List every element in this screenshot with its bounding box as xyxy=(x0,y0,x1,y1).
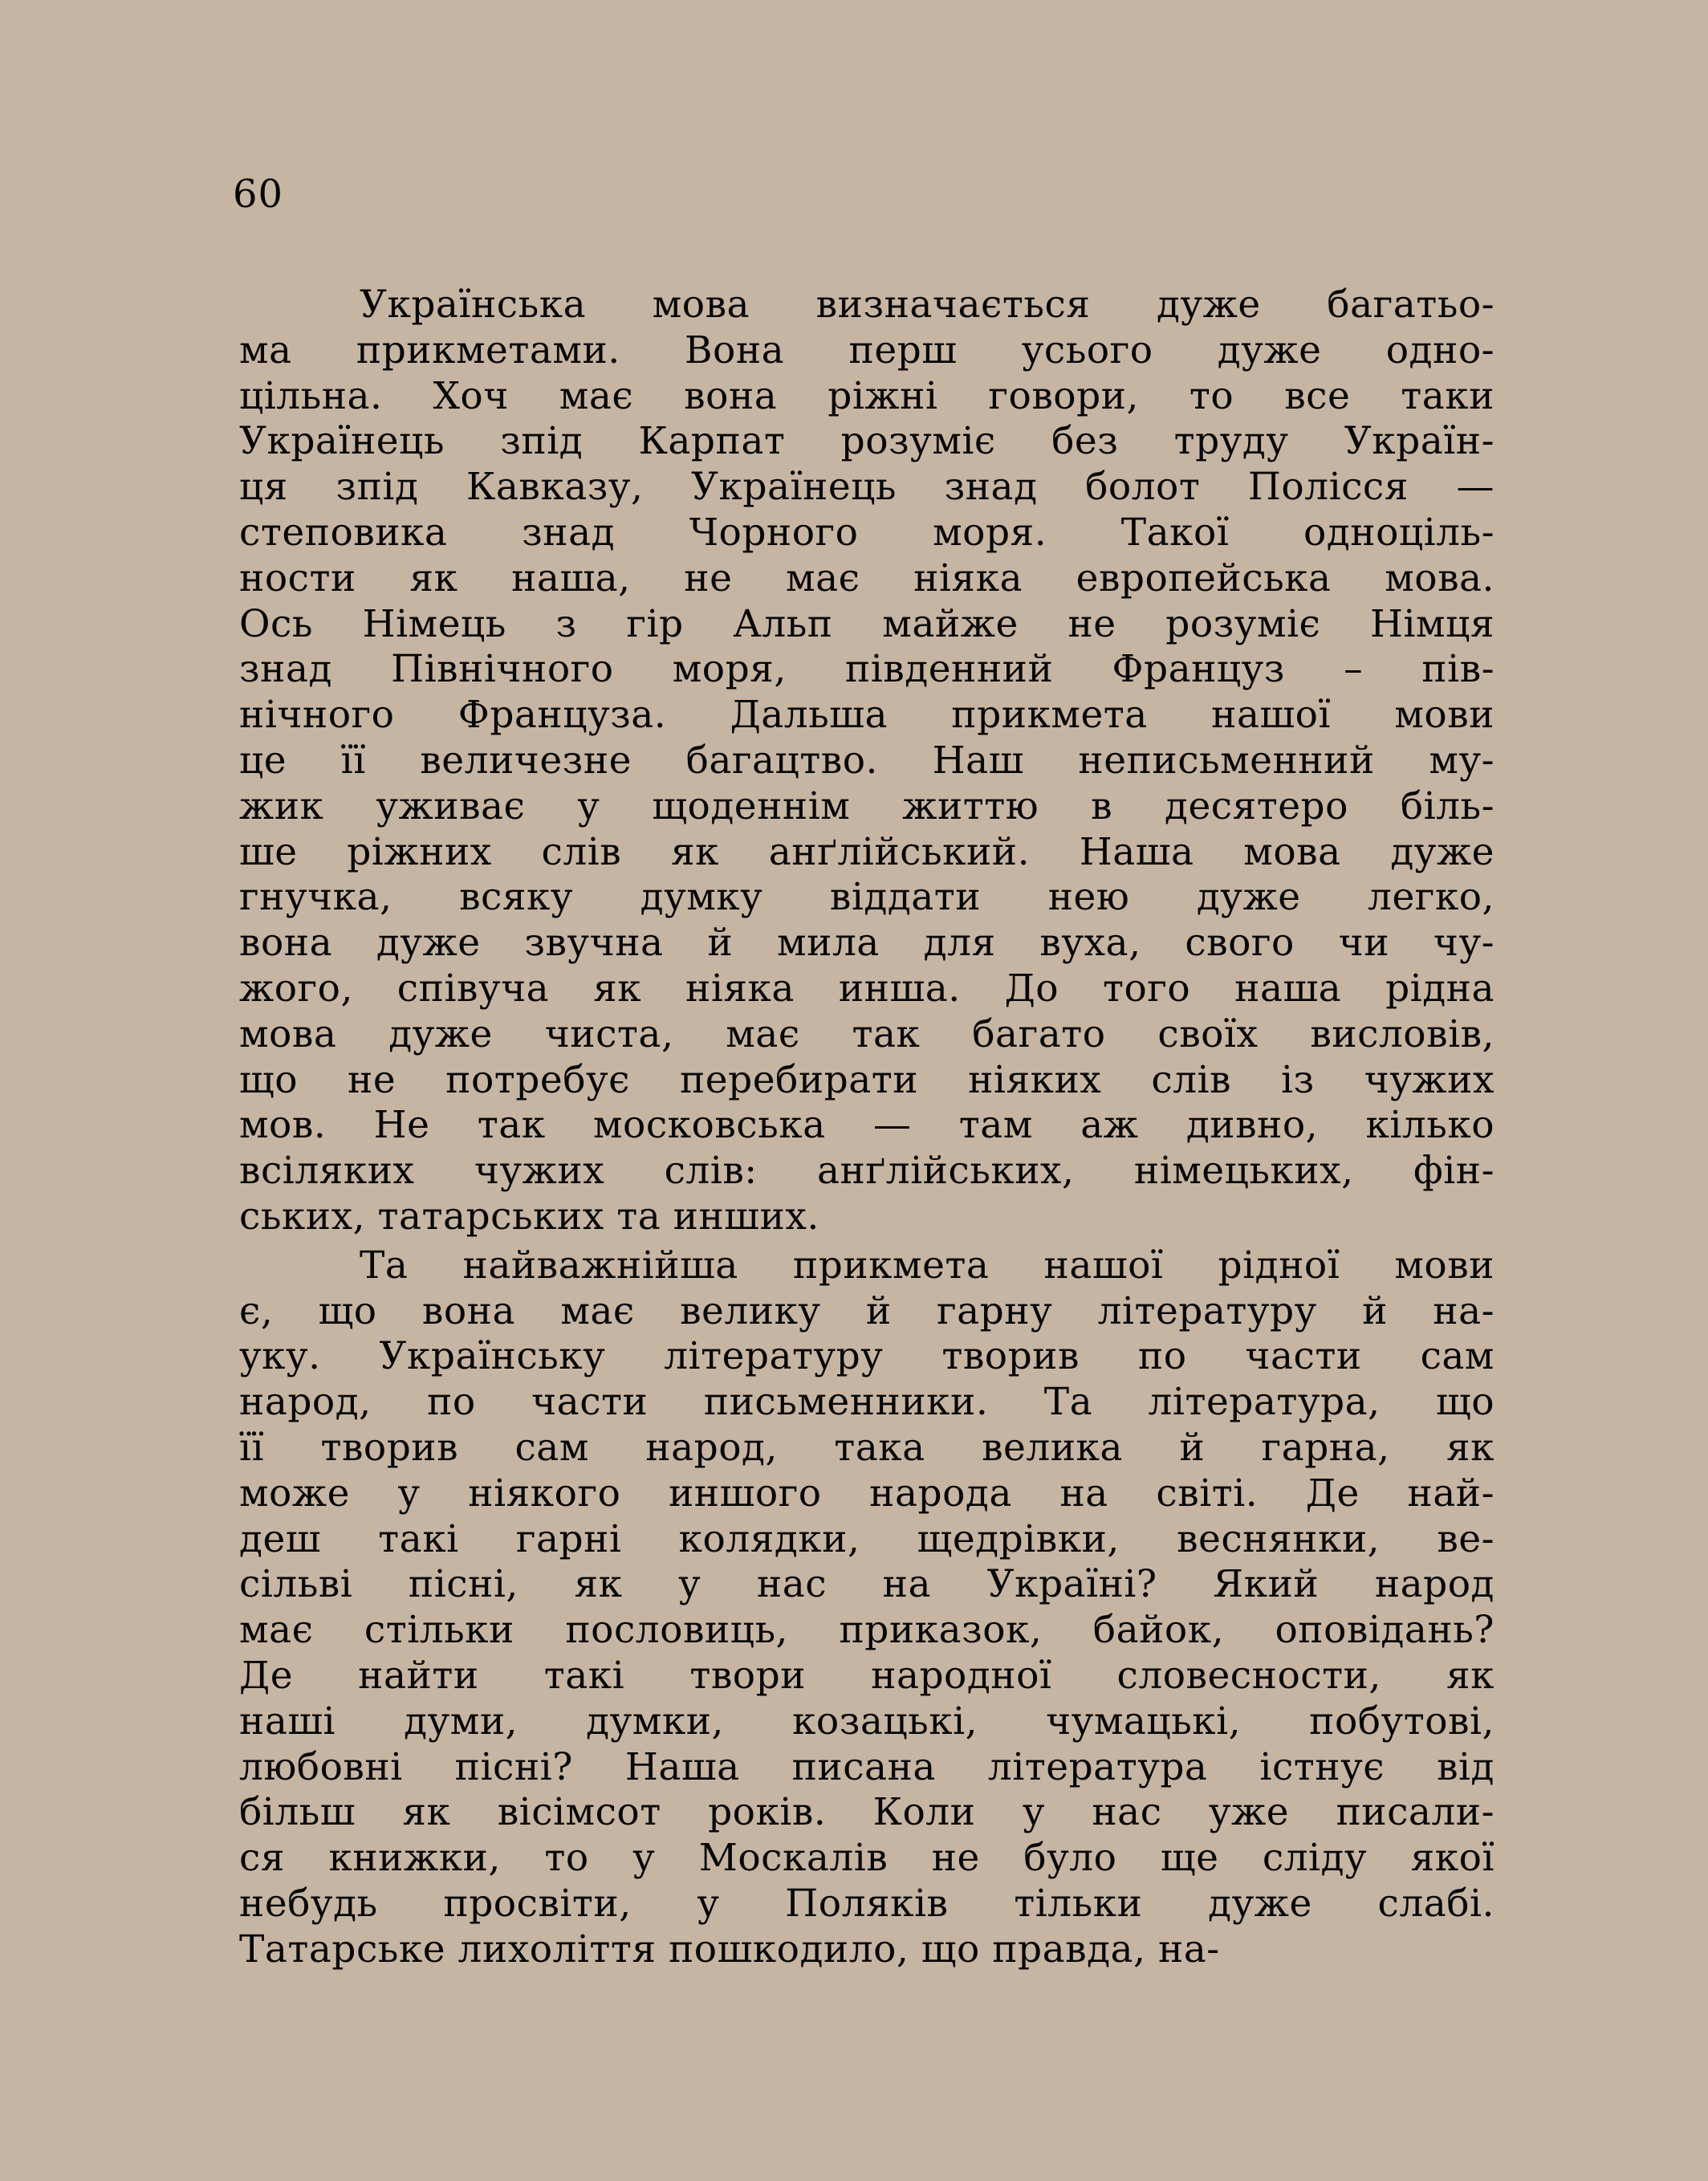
text-line: мова дуже чиста, має так багато своїх висловів, xyxy=(239,1011,1494,1056)
text-line: цільна. Хоч має вона ріжні говори, то все таки xyxy=(239,373,1494,418)
text-line: деш такі гарні колядки, щедрівки, веснянки, ве- xyxy=(239,1516,1494,1561)
text-line: Де найти такі твори народної словесности, як xyxy=(239,1653,1494,1698)
text-line: наші думи, думки, козацькі, чумацькі, побутові, xyxy=(239,1699,1494,1744)
paragraph-1 xyxy=(239,283,1494,1240)
text-line: небудь просвіти, у Поляків тільки дуже слабі. xyxy=(239,1881,1494,1926)
text-line: Та найважнійша прикмета нашої рідної мови xyxy=(360,1243,1494,1288)
text-line: уку. Українську літературу творив по части сам xyxy=(239,1334,1494,1379)
text-line: Українець зпід Карпат розуміє без труду Україн- xyxy=(239,419,1494,464)
text-line: це її величезне багацтво. Наш неписьменний му- xyxy=(239,738,1494,783)
text-line: може у ніякого иншого народа на світі. Де най- xyxy=(239,1471,1494,1516)
paragraph-2 xyxy=(239,1243,1494,1973)
text-line: народ, по части письменники. Та література, що xyxy=(239,1380,1494,1425)
page-number: 60 xyxy=(233,172,284,217)
text-line: жик уживає у щоденнім життю в десятеро біль- xyxy=(239,783,1494,828)
text-line: ця зпід Кавказу, Українець знад болот Полісся — xyxy=(239,465,1494,510)
text-line: є, що вона має велику й гарну літературу й на- xyxy=(239,1288,1494,1333)
text-line: любовні пісні? Наша писана література істнує від xyxy=(239,1744,1494,1789)
text-line: ности як наша, не має ніяка европейська мова. xyxy=(239,555,1494,600)
text-line: Українська мова визначається дуже багатьо- xyxy=(360,283,1494,327)
text-line: степовика знад Чорного моря. Такої одноціль- xyxy=(239,510,1494,555)
text-line: її творив сам народ, така велика й гарна, як xyxy=(239,1425,1494,1470)
text-line: вона дуже звучна й мила для вуха, свого чи чу- xyxy=(239,921,1494,966)
text-line: ських, татарських та инших. xyxy=(239,1194,819,1239)
text-line: мов. Не так московська — там аж дивно, кілько xyxy=(239,1103,1494,1148)
text-line: більш як вісімсот років. Коли у нас уже писали- xyxy=(239,1790,1494,1835)
text-line: жого, співуча як ніяка инша. До того наша рідна xyxy=(239,966,1494,1011)
text-line: гнучка, всяку думку віддати нею дуже легко, xyxy=(239,875,1494,920)
text-line: сільві пісні, як у нас на Україні? Який народ xyxy=(239,1562,1494,1607)
text-line: Ось Німець з гір Альп майже не розуміє Німця xyxy=(239,601,1494,646)
text-line: має стільки пословиць, приказок, байок, оповідань? xyxy=(239,1608,1494,1653)
text-line: ма прикметами. Вона перш усього дуже одно- xyxy=(239,328,1494,372)
text-line: знад Північного моря, південний Француз – пів- xyxy=(239,647,1494,692)
text-line: що не потребує перебирати ніяких слів із чужих xyxy=(239,1057,1494,1102)
text-line: нічного Француза. Дальша прикмета нашої мови xyxy=(239,693,1494,738)
text-line: Татарське лихоліття пошкодило, що правда, на- xyxy=(239,1927,1220,1971)
text-line: ся книжки, то у Москалів не було ще сліду якої xyxy=(239,1836,1494,1881)
text-line: всіляких чужих слів: анґлійських, німецьких, фін- xyxy=(239,1149,1494,1194)
text-body xyxy=(239,283,1494,1972)
text-line: ше ріжних слів як анґлійський. Наша мова дуже xyxy=(239,829,1494,874)
